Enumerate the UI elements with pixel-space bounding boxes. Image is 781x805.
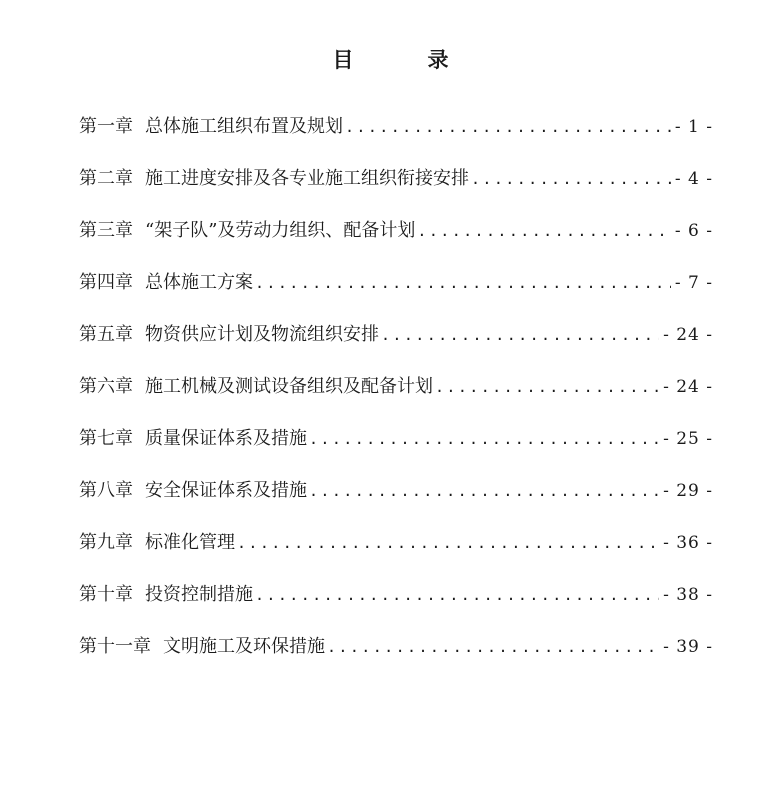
toc-entry[interactable] — [79, 268, 713, 320]
toc-chapter-number: 第六章 — [79, 376, 133, 397]
toc-chapter-number: 第四章 — [79, 272, 133, 293]
toc-heading — [0, 44, 781, 74]
toc-chapter-title: 质量保证体系及措施 — [145, 428, 307, 449]
toc-dot-leader — [381, 320, 659, 350]
toc-dot-leader — [309, 476, 659, 506]
toc-chapter-title: 施工进度安排及各专业施工组织衔接安排 — [145, 168, 469, 189]
toc-heading-char-1: 目 — [332, 48, 354, 72]
toc-dot-leader — [327, 632, 659, 662]
toc-entry[interactable] — [79, 372, 713, 424]
toc-page-number: - 24 - — [663, 377, 713, 397]
toc-chapter-number: 第十一章 — [79, 636, 151, 657]
toc-page-number: - 1 - — [674, 117, 713, 137]
toc-chapter-title: 投资控制措施 — [145, 584, 253, 605]
toc-page-number: - 24 - — [663, 325, 713, 345]
toc-dot-leader — [309, 424, 659, 454]
toc-entry[interactable] — [79, 320, 713, 372]
toc-page-number: - 29 - — [663, 481, 713, 501]
toc-chapter-title: 标准化管理 — [145, 532, 235, 553]
toc-chapter-number: 第五章 — [79, 324, 133, 345]
toc-page-number: - 38 - — [663, 585, 713, 605]
toc-entry[interactable] — [79, 112, 713, 164]
toc-entry[interactable] — [79, 632, 713, 684]
toc-dot-leader — [255, 580, 659, 610]
toc-heading-char-2: 录 — [427, 48, 449, 72]
toc-page-number: - 25 - — [663, 429, 713, 449]
toc-dot-leader — [471, 164, 671, 194]
toc-page-number: - 4 - — [674, 169, 713, 189]
toc-chapter-title: 物资供应计划及物流组织安排 — [145, 324, 379, 345]
toc-dot-leader — [345, 112, 671, 142]
toc-page-number: - 39 - — [663, 637, 713, 657]
toc-entry[interactable] — [79, 528, 713, 580]
toc-list — [79, 112, 713, 684]
toc-page-number: - 6 - — [674, 221, 713, 241]
toc-entry[interactable] — [79, 476, 713, 528]
toc-chapter-number: 第九章 — [79, 532, 133, 553]
toc-chapter-title: 文明施工及环保措施 — [163, 636, 325, 657]
toc-chapter-title: “架子队”及劳动力组织、配备计划 — [145, 220, 416, 241]
toc-chapter-number: 第二章 — [79, 168, 133, 189]
toc-entry[interactable] — [79, 580, 713, 632]
toc-chapter-number: 第八章 — [79, 480, 133, 501]
toc-dot-leader — [417, 216, 670, 246]
toc-chapter-number: 第三章 — [79, 220, 133, 241]
toc-entry[interactable] — [79, 216, 713, 268]
toc-chapter-number: 第七章 — [79, 428, 133, 449]
toc-page-number: - 7 - — [674, 273, 713, 293]
toc-entry[interactable] — [79, 164, 713, 216]
toc-chapter-title: 总体施工组织布置及规划 — [145, 116, 343, 137]
toc-chapter-number: 第一章 — [79, 116, 133, 137]
toc-chapter-title: 总体施工方案 — [145, 272, 253, 293]
toc-dot-leader — [435, 372, 659, 402]
toc-page-number: - 36 - — [663, 533, 713, 553]
toc-chapter-title: 安全保证体系及措施 — [145, 480, 307, 501]
toc-dot-leader — [237, 528, 659, 558]
toc-chapter-number: 第十章 — [79, 584, 133, 605]
toc-entry[interactable] — [79, 424, 713, 476]
toc-chapter-title: 施工机械及测试设备组织及配备计划 — [145, 376, 433, 397]
toc-dot-leader — [255, 268, 671, 298]
